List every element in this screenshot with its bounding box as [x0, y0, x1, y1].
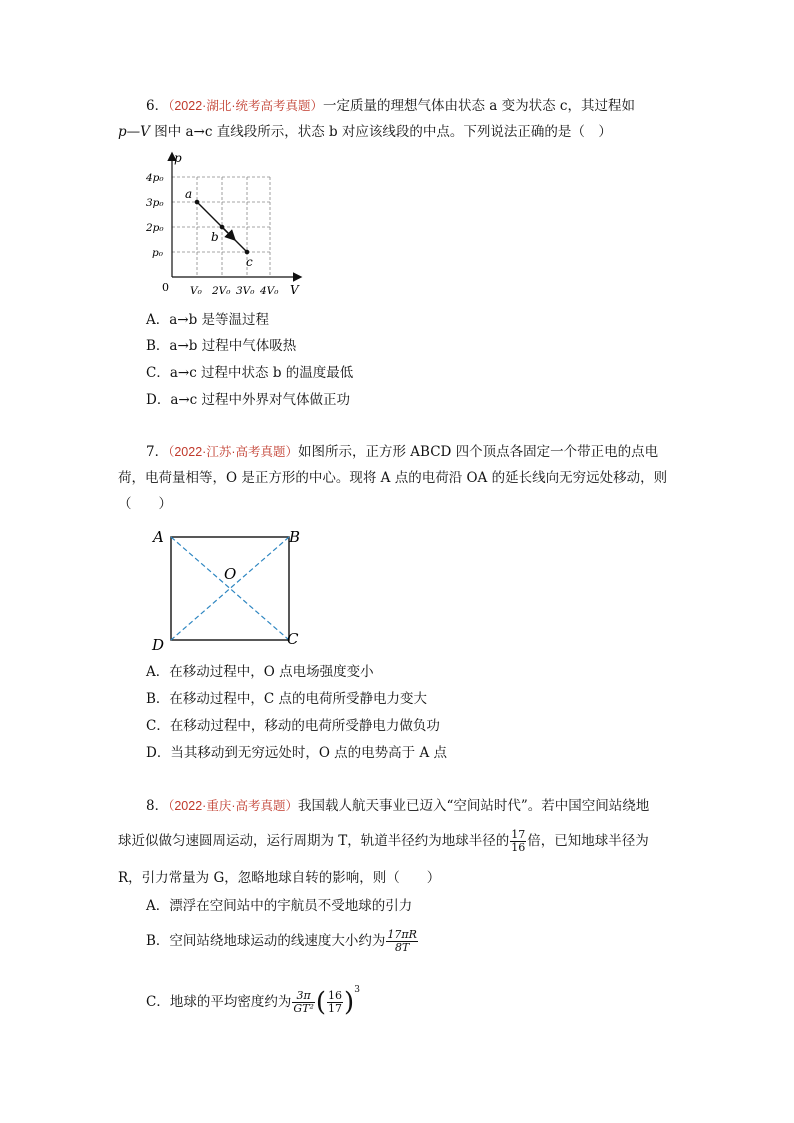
q6-label-b: b	[211, 230, 219, 244]
q6-xtick-v0: V₀	[190, 285, 202, 297]
q7-number: 7．	[146, 444, 169, 460]
q8-stem-2b: 倍，已知地球半径为	[527, 833, 649, 849]
q8-option-c-exponent: 3	[354, 985, 360, 995]
q8-number: 8．	[146, 798, 169, 814]
q7-option-a[interactable]: A．在移动过程中，O 点电场强度变小	[146, 664, 374, 680]
q7-stem-line-3: （ ）	[118, 496, 172, 512]
q7-option-d[interactable]: D．当其移动到无穷远处时，O 点的电势高于 A 点	[146, 745, 448, 761]
q6-stem-line-2	[118, 122, 612, 142]
q7-label-a: A	[153, 528, 164, 546]
q7-option-c[interactable]: C．在移动过程中，移动的电荷所受静电力做负功	[146, 718, 440, 734]
q7-stem-line-1	[146, 442, 658, 462]
q7-stem-1: 如图所示，正方形 ABCD 四个顶点各固定一个带正电的点电	[297, 444, 659, 460]
q6-stem-2: 图中 a→c 直线段所示，状态 b 对应该线段的中点。下列说法正确的是（ ）	[149, 124, 612, 140]
q6-label-a: a	[185, 187, 193, 201]
q6-point-b	[220, 225, 225, 230]
q8-option-c-fraction-1: $\frac{3\pi}{\text{GT²}}$	[293, 989, 314, 1015]
q6-pv: p—V	[118, 124, 150, 140]
q8-option-a[interactable]: A．漂浮在空间站中的宇航员不受地球的引力	[146, 898, 413, 914]
q6-option-a[interactable]: A．a→b 是等温过程	[146, 312, 270, 328]
q6-ytick-2p0: 2p₀	[146, 222, 164, 234]
q6-source: （2022·湖北·统考高考真题）	[168, 99, 323, 113]
q8-stem-line-3: R，引力常量为 G，忽略地球自转的影响，则（ ）	[118, 870, 441, 886]
q7-option-b[interactable]: B．在移动过程中，C 点的电荷所受静电力变大	[146, 691, 428, 707]
q6-y-label: p	[174, 151, 182, 165]
q6-point-a	[195, 200, 200, 205]
q6-xtick-3v0: 3V₀	[236, 285, 255, 297]
q6-ytick-p0: p₀	[152, 247, 163, 259]
q8-stem-line-2	[118, 826, 649, 856]
q6-ytick-3p0: 3p₀	[146, 197, 164, 209]
q6-ytick-4p0: 4p₀	[146, 172, 164, 184]
q8-option-c[interactable]: C．地球的平均密度约为 $\frac{3\pi}{\text{GT²}}$ ( $\frac{16}{17}$ )$^3$	[146, 985, 360, 1018]
q6-number: 6．	[146, 98, 169, 114]
q8-option-c-fraction-2: $\frac{16}{17}$	[328, 989, 343, 1015]
q8-stem-1: 我国载人航天事业已迈入“空间站时代”。若中国空间站绕地	[297, 798, 650, 814]
q7-stem-line-2: 荷，电荷量相等，O 是正方形的中心。现将 A 点的电荷沿 OA 的延长线向无穷远处移动，则	[118, 470, 668, 486]
q6-point-c	[245, 250, 250, 255]
q7-label-c: C	[287, 630, 299, 648]
q6-pv-graph	[140, 148, 310, 300]
q6-xtick-2v0: 2V₀	[212, 285, 231, 297]
q8-option-c-text: C．地球的平均密度约为	[146, 994, 292, 1010]
q6-option-b[interactable]: B．a→b 过程中气体吸热	[146, 338, 297, 354]
q7-label-o: O	[224, 565, 237, 583]
q8-option-b-text: B．空间站绕地球运动的线速度大小约为	[146, 933, 386, 949]
q6-origin: 0	[162, 281, 169, 294]
q6-stem-line-1	[146, 96, 635, 116]
q8-stem-2a: 球近似做匀速圆周运动，运行周期为 T，轨道半径约为地球半径的	[118, 833, 510, 849]
q8-fraction-17-16: $\frac{17}{16}$	[511, 828, 526, 854]
q6-label-c: c	[246, 255, 253, 269]
q7-label-b: B	[289, 528, 301, 546]
q6-option-d[interactable]: D．a→c 过程中外界对气体做正功	[146, 392, 351, 408]
q6-stem-1: 一定质量的理想气体由状态 a 变为状态 c，其过程如	[322, 98, 635, 114]
q8-option-b[interactable]	[146, 926, 419, 956]
q7-label-d: D	[152, 636, 165, 654]
q8-source: （2022·重庆·高考真题）	[168, 799, 298, 813]
q6-x-label: V	[290, 283, 299, 297]
q6-xtick-4v0: 4V₀	[260, 285, 279, 297]
q7-source: （2022·江苏·高考真题）	[168, 445, 298, 459]
q7-square-figure	[150, 522, 310, 657]
q8-option-b-fraction: $\frac{17\pi R}{8T}$	[387, 928, 417, 954]
q8-stem-line-1	[146, 796, 649, 816]
q6-option-c[interactable]: C．a→c 过程中状态 b 的温度最低	[146, 365, 354, 381]
